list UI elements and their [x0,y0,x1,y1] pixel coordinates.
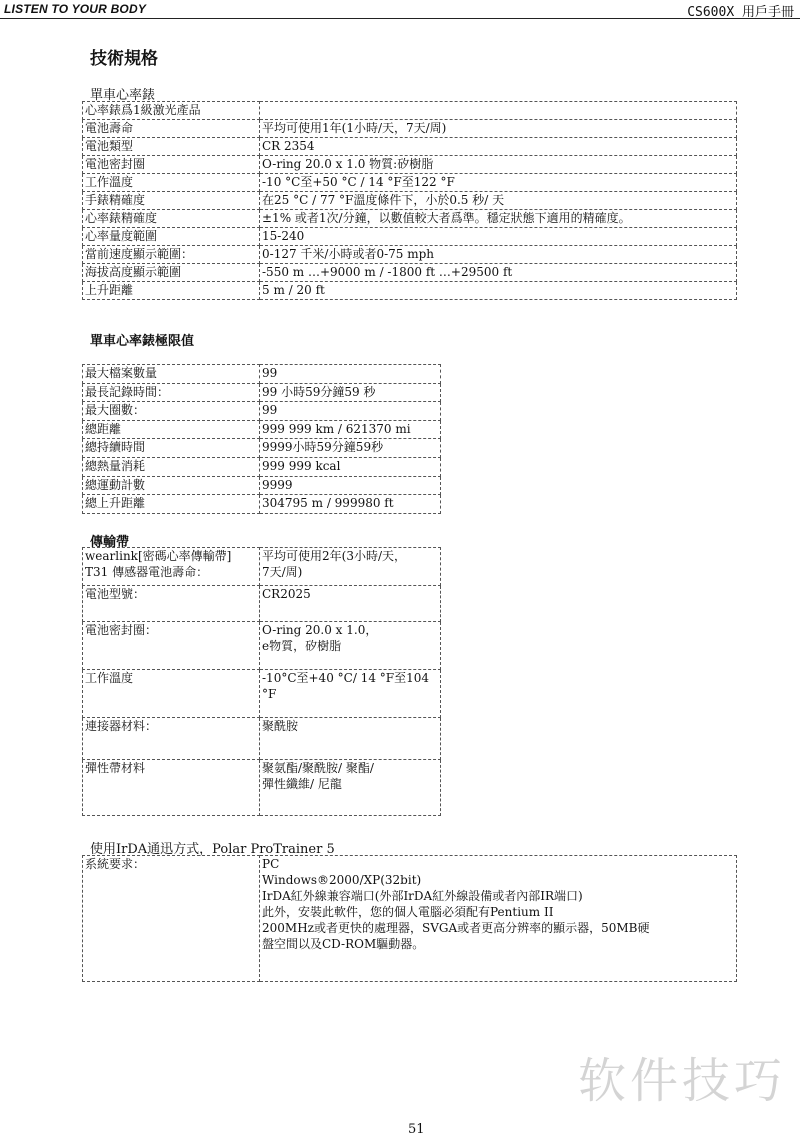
spec-value: PC Windows®2000/XP(32bit) IrDA紅外線兼容端口(外部IrDA紅外線設備或者內部IR端口) 此外，安裝此軟件，您的個人電腦必須配有Pentium II 200MHz或者更快的處理器，SVGA或者更高分辨率的顯示器，50MB硬 盤空間以及CD-ROM驅動器。 [260,856,737,982]
spec-value: CR2025 [260,586,441,622]
spec-row [83,120,737,138]
spec-value: 平均可使用1年(1小時/天，7天/周) [260,120,737,138]
spec-label: 電池密封圈： [83,622,260,670]
spec-table-bike-computer [82,101,737,300]
spec-row [83,228,737,246]
header-brand: LISTEN TO YOUR BODY [4,2,147,16]
spec-row [83,246,737,264]
spec-label: 最大檔案數量 [83,365,260,384]
spec-row [83,365,441,384]
spec-value: 999 999 km / 621370 mi [260,420,441,439]
spec-row [83,192,737,210]
spec-label: 當前速度顯示範圍： [83,246,260,264]
spec-value: CR 2354 [260,138,737,156]
spec-label: 系統要求： [83,856,260,982]
spec-row [83,622,441,670]
spec-value: ±1% 或者1次/分鐘，以數值較大者爲準。穩定狀態下適用的精確度。 [260,210,737,228]
spec-row [83,402,441,421]
spec-value: 9999 [260,476,441,495]
spec-value: 9999小時59分鐘59秒 [260,439,441,458]
spec-row [83,420,441,439]
spec-row [83,383,441,402]
spec-value: 聚氨酯/聚酰胺/ 聚酯/ 彈性纖維/ 尼龍 [260,760,441,816]
spec-label: 電池型號： [83,586,260,622]
spec-label: 總距離 [83,420,260,439]
spec-value: O-ring 20.0 x 1.0 物質:矽樹脂 [260,156,737,174]
spec-value: 999 999 kcal [260,457,441,476]
spec-row [83,282,737,300]
spec-label: wearlink[密碼心率傳輸帶] T31 傳感器電池壽命： [83,548,260,586]
header-divider [0,18,800,19]
spec-row [83,670,441,718]
spec-value [260,102,737,120]
spec-row [83,156,737,174]
header-manual-title: CS600X 用戶手冊 [687,5,794,20]
spec-table-limits [82,364,441,514]
spec-value: -10 °C至+50 °C / 14 °F至122 °F [260,174,737,192]
spec-label: 電池密封圈 [83,156,260,174]
spec-value: 15-240 [260,228,737,246]
spec-label: 總持續時間 [83,439,260,458]
spec-row [83,210,737,228]
spec-row [83,264,737,282]
spec-label: 總上升距離 [83,495,260,514]
spec-table-transmitter [82,547,441,816]
spec-value: -10°C至+40 °C/ 14 °F至104 °F [260,670,441,718]
spec-value: 304795 m / 999980 ft [260,495,441,514]
spec-value: O-ring 20.0 x 1.0， e物質，矽樹脂 [260,622,441,670]
section-label-transmitter: 傳輸帶 [90,535,130,550]
spec-value: 在25 °C / 77 °F溫度條件下，小於0.5 秒/ 天 [260,192,737,210]
spec-label: 工作溫度 [83,670,260,718]
spec-row [83,457,441,476]
spec-row [83,718,441,760]
spec-row [83,548,441,586]
spec-value: 99 [260,365,441,384]
spec-row [83,439,441,458]
spec-row [83,856,737,982]
spec-value: 99 [260,402,441,421]
spec-value: -550 m …+9000 m / -1800 ft …+29500 ft [260,264,737,282]
section-label-irda: 使用IrDA通迅方式，Polar ProTrainer 5 [90,842,335,857]
spec-label: 心率錶精確度 [83,210,260,228]
spec-row [83,760,441,816]
spec-value: 99 小時59分鐘59 秒 [260,383,441,402]
section-label-bike-computer: 單車心率錶 [90,88,156,103]
spec-label: 彈性帶材料 [83,760,260,816]
spec-label: 總運動計數 [83,476,260,495]
spec-table-irda [82,855,737,982]
spec-row [83,495,441,514]
spec-label: 最長記錄時間： [83,383,260,402]
spec-row [83,102,737,120]
spec-label: 手錶精確度 [83,192,260,210]
spec-label: 心率量度範圍 [83,228,260,246]
spec-label: 總熱量消耗 [83,457,260,476]
page-number: 51 [408,1122,425,1137]
spec-label: 工作溫度 [83,174,260,192]
watermark: 软件技巧 [577,1053,786,1109]
spec-label: 上升距離 [83,282,260,300]
spec-value: 聚酰胺 [260,718,441,760]
spec-label: 心率錶爲1級激光產品 [83,102,260,120]
spec-label: 電池類型 [83,138,260,156]
spec-label: 海拔高度顯示範圍 [83,264,260,282]
spec-row [83,586,441,622]
spec-label: 連接器材料： [83,718,260,760]
spec-value: 0-127 千米/小時或者0-75 mph [260,246,737,264]
spec-row [83,476,441,495]
spec-value: 平均可使用2年(3小時/天， 7天/周) [260,548,441,586]
spec-label: 最大圈數： [83,402,260,421]
spec-label: 電池壽命 [83,120,260,138]
spec-value: 5 m / 20 ft [260,282,737,300]
spec-row [83,174,737,192]
section-label-limits: 單車心率錶極限值 [90,334,195,349]
page-title: 技術規格 [90,49,158,69]
spec-row [83,138,737,156]
